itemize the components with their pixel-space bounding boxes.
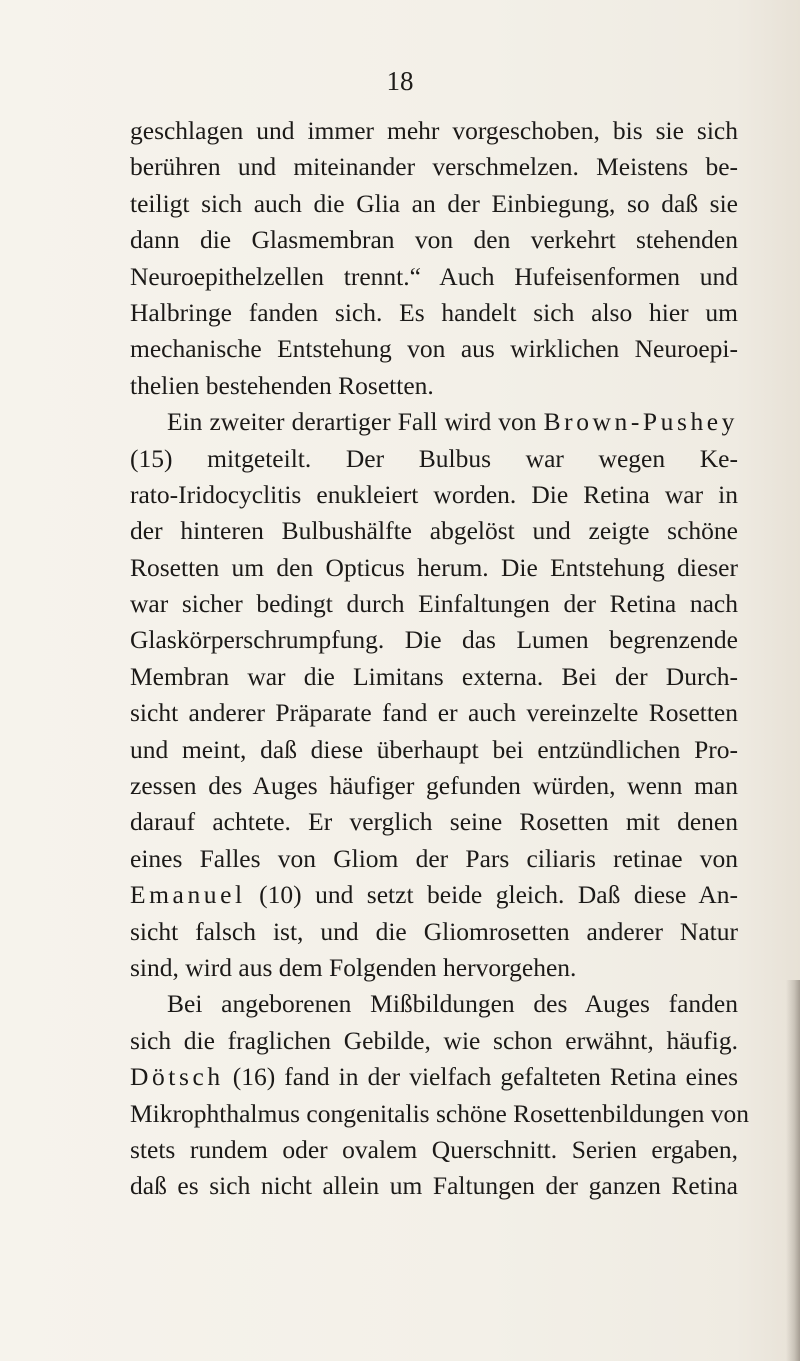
text-line: war sicher bedingt durch Einfaltungen der Retina nach bbox=[130, 589, 738, 619]
text-line: und meint, daß diese überhaupt bei entzündlichen Pro- bbox=[130, 734, 738, 764]
text-line: Halbringe fanden sich. Es handelt sich also hier um bbox=[130, 297, 738, 327]
text-segment: (16) fand in der vielfach gefalteten Retina eines bbox=[232, 1062, 739, 1092]
text-line: thelien bestehenden Rosetten. bbox=[130, 370, 434, 400]
author-name: Emanuel bbox=[130, 880, 246, 910]
author-name: Brown-Pushey bbox=[543, 407, 738, 437]
text-segment: (15) mitgeteilt. Der Bulbus war wegen Ke- bbox=[130, 443, 738, 473]
author-name: Dötsch bbox=[130, 1062, 224, 1092]
text-line bbox=[130, 441, 738, 477]
text-line: stets rundem oder ovalem Querschnitt. Serien ergaben, bbox=[130, 1134, 738, 1164]
text-line: mechanische Entstehung von aus wirklichen Neuroepi- bbox=[130, 334, 738, 364]
text-line: zessen des Auges häufiger gefunden würden, wenn man bbox=[130, 771, 738, 801]
text-line: rato-Iridocyclitis enukleiert worden. Die Retina war in bbox=[130, 479, 738, 509]
text-line: Bei angeborenen Mißbildungen des Auges fanden bbox=[167, 989, 738, 1019]
text-line: teiligt sich auch die Glia an der Einbiegung, so daß sie bbox=[130, 188, 738, 218]
page-number: 18 bbox=[386, 66, 414, 96]
text-line: berühren und miteinander verschmelzen. Meistens be- bbox=[130, 152, 738, 182]
text-line: Mikrophthalmus congenitalis schöne Rosettenbildungen von bbox=[130, 1098, 749, 1128]
text-line: geschlagen und immer mehr vorgeschoben, bis sie sich bbox=[130, 116, 738, 145]
text-line: der hinteren Bulbushälfte abgelöst und zeigte schöne bbox=[130, 516, 738, 546]
text-line: darauf achtete. Er verglich seine Rosetten mit denen bbox=[130, 807, 738, 837]
page-edge-shadow bbox=[786, 980, 800, 1361]
text-segment: (10) und setzt beide gleich. Daß diese An- bbox=[259, 880, 738, 910]
text-line: sich die fraglichen Gebilde, wie schon erwähnt, häufig. bbox=[130, 1025, 738, 1055]
text-line: daß es sich nicht allein um Faltungen der ganzen Retina bbox=[130, 1171, 738, 1201]
text-line: Rosetten um den Opticus herum. Die Entstehung dieser bbox=[130, 552, 738, 582]
text-line bbox=[130, 1059, 738, 1095]
text-segment: Ein zweiter derartiger Fall wird von bbox=[167, 407, 537, 437]
text-line: sicht falsch ist, und die Gliomrosetten anderer Natur bbox=[130, 916, 738, 946]
text-line bbox=[130, 404, 738, 440]
text-line: sind, wird aus dem Folgenden hervorgehen. bbox=[130, 952, 577, 982]
text-line: Glaskörperschrumpfung. Die das Lumen begrenzende bbox=[130, 625, 738, 655]
text-line: eines Falles von Gliom der Pars ciliaris retinae von bbox=[130, 843, 738, 873]
body-text bbox=[130, 113, 749, 1205]
text-line: dann die Glasmembran von den verkehrt stehenden bbox=[130, 225, 738, 255]
text-line: Membran war die Limitans externa. Bei der Durch- bbox=[130, 661, 738, 691]
text-line bbox=[130, 877, 738, 913]
text-line: Neuroepithelzellen trennt.“ Auch Hufeisenformen und bbox=[130, 261, 738, 291]
text-line: sicht anderer Präparate fand er auch vereinzelte Rosetten bbox=[130, 698, 738, 728]
